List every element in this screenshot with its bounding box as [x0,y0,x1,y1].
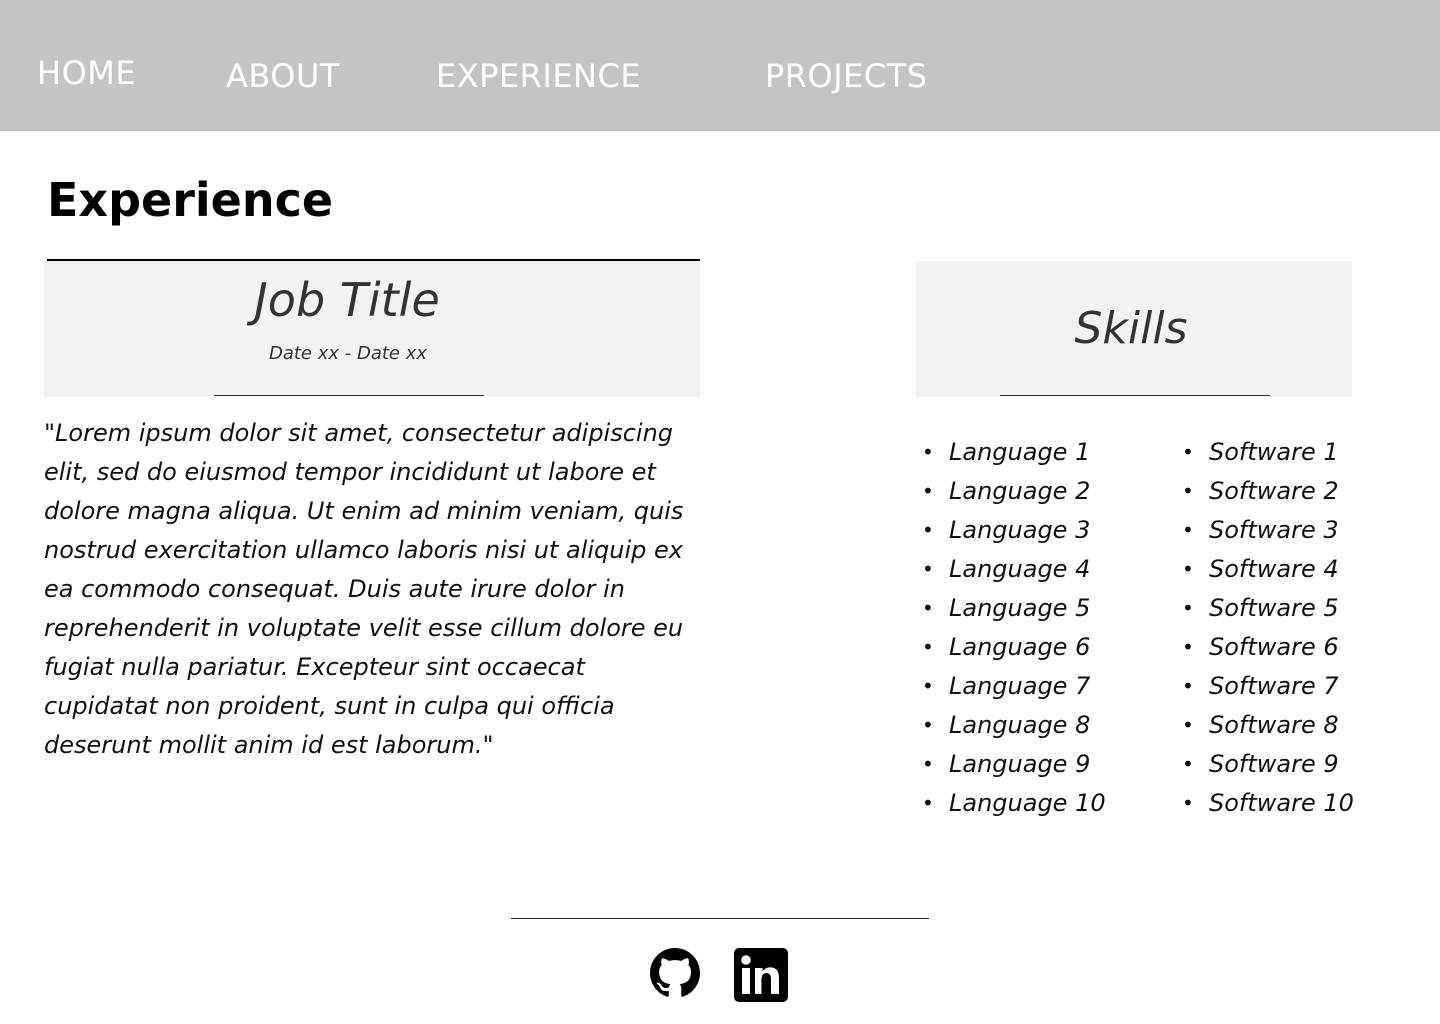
skills-title-divider [1000,395,1270,396]
software-item: • Software 10 [1176,784,1354,823]
job-dates: Date xx - Date xx [268,343,428,364]
job-title-divider [214,395,484,396]
software-item: • Software 8 [1176,706,1354,745]
software-item: • Software 3 [1176,511,1354,550]
footer-divider [511,918,929,919]
skills-title: Skills [1074,303,1188,354]
language-item: • Language 6 [916,628,1106,667]
language-item: • Language 2 [916,472,1106,511]
software-item: • Software 6 [1176,628,1354,667]
languages-list [916,433,1106,823]
language-item: • Language 7 [916,667,1106,706]
job-description: "Lorem ipsum dolor sit amet, consectetur adipiscing elit, sed do eiusmod tempor incididunt ut labore et dolore magna aliqua. Ut enim ad minim veniam, quis nostrud exercitation ullamco laboris nisi ut aliquip ex ea commodo consequat. Duis aute irure dolor in reprehenderit in voluptate velit esse cillum dolore eu fugiat nulla pariatur. Excepteur sint occaecat cupidatat non proident, sunt in culpa qui officia deserunt mollit anim id est laborum." [44,419,684,759]
language-item: • Language 8 [916,706,1106,745]
page-title: Experience [47,173,334,227]
language-item: • Language 3 [916,511,1106,550]
linkedin-icon [734,948,788,1002]
language-item: • Language 1 [916,433,1106,472]
nav-experience-link[interactable]: EXPERIENCE [436,57,642,95]
language-item: • Language 10 [916,784,1106,823]
software-item: • Software 5 [1176,589,1354,628]
software-item: • Software 2 [1176,472,1354,511]
linkedin-link[interactable] [734,948,788,1006]
software-item: • Software 7 [1176,667,1354,706]
github-icon [650,948,700,998]
software-list [1176,433,1354,823]
language-item: • Language 9 [916,745,1106,784]
github-link[interactable] [650,948,700,1002]
top-nav [0,0,1440,131]
language-item: • Language 4 [916,550,1106,589]
nav-about-link[interactable]: ABOUT [226,57,340,95]
job-title: Job Title [254,273,440,327]
language-item: • Language 5 [916,589,1106,628]
job-card-header [44,261,700,397]
nav-projects-link[interactable]: PROJECTS [765,57,928,95]
software-item: • Software 9 [1176,745,1354,784]
software-item: • Software 1 [1176,433,1354,472]
skills-card-header [916,261,1352,397]
nav-home-link[interactable]: HOME [37,54,137,92]
software-item: • Software 4 [1176,550,1354,589]
